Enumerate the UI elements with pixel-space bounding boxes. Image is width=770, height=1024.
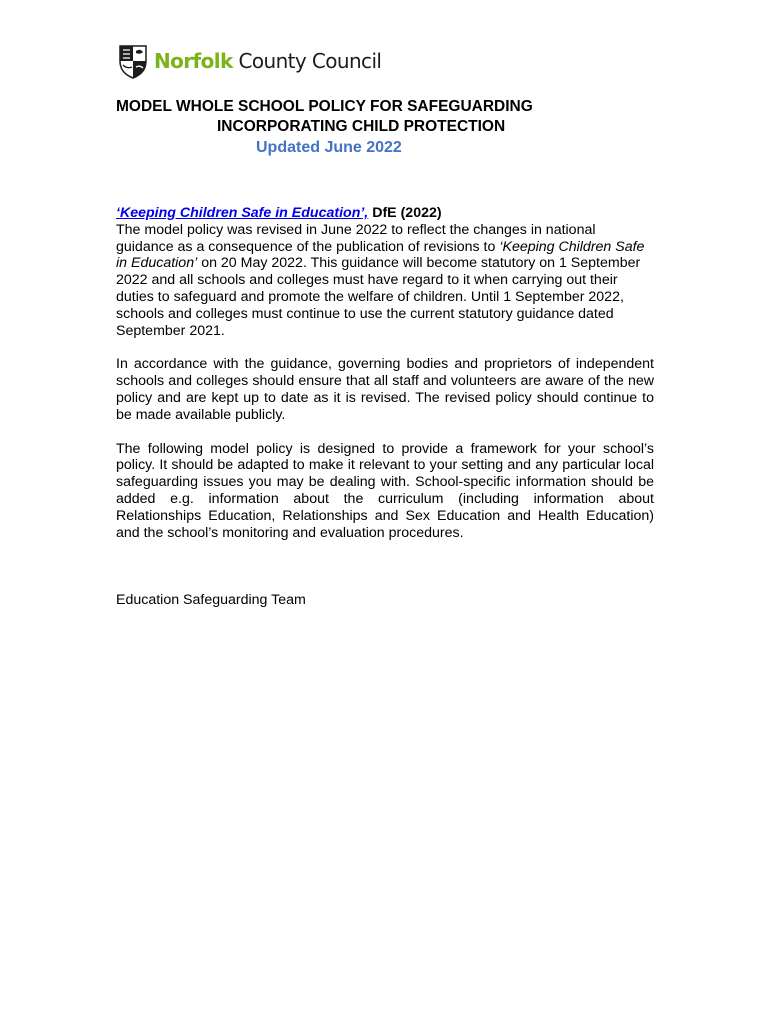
updated-date: Updated June 2022 (256, 139, 402, 156)
paragraph-revision-part2: on 20 May 2022. This guidance will become statutory on 1 September 2022 and all schools and colleges must have regard to it when carrying out their duties to safeguard and promote the welfare of children. Until 1 September 2022, schools and colleges must continue to use the current statutory guidance dated September 2021. (116, 255, 641, 339)
kcsie-heading (116, 205, 654, 222)
title-line-2: INCORPORATING CHILD PROTECTION (217, 118, 506, 135)
document-title (116, 97, 656, 159)
signoff: Education Safeguarding Team (116, 592, 306, 609)
paragraph-revision-notice (116, 222, 654, 340)
norfolk-crest-icon (118, 43, 148, 79)
council-name (154, 51, 381, 71)
kcsie-source: DfE (2022) (368, 205, 442, 221)
council-name-norfolk: Norfolk (154, 49, 233, 73)
paragraph-revision-part1: The model policy was revised in June 2022 to reflect the changes in national guidance as a consequence of the publication of revisions to (116, 221, 596, 255)
council-name-rest: County Council (232, 49, 382, 73)
title-line-1: MODEL WHOLE SCHOOL POLICY FOR SAFEGUARDING (116, 98, 533, 115)
council-logo (118, 43, 381, 79)
paragraph-governing-bodies: In accordance with the guidance, governing bodies and proprietors of independent schools and colleges should ensure that all staff and volunteers are aware of the new policy and are kept up to date as it is revised. The revised policy should continue to be made available publicly. (116, 356, 654, 423)
paragraph-model-policy: The following model policy is designed to provide a framework for your school’s policy. It should be adapted to make it relevant to your setting and any particular local safeguarding issues you may be dealing with. School-specific information should be added e.g. information about the curriculum (including information about Relationships Education, Relationships and Sex Education and Health Education) and the school’s monitoring and evaluation procedures. (116, 440, 654, 541)
paragraph-revision-italic: ‘Keeping Children Safe in Education’ (116, 238, 645, 272)
document-body (116, 205, 654, 609)
kcsie-link[interactable]: ‘Keeping Children Safe in Education’, (116, 205, 369, 221)
